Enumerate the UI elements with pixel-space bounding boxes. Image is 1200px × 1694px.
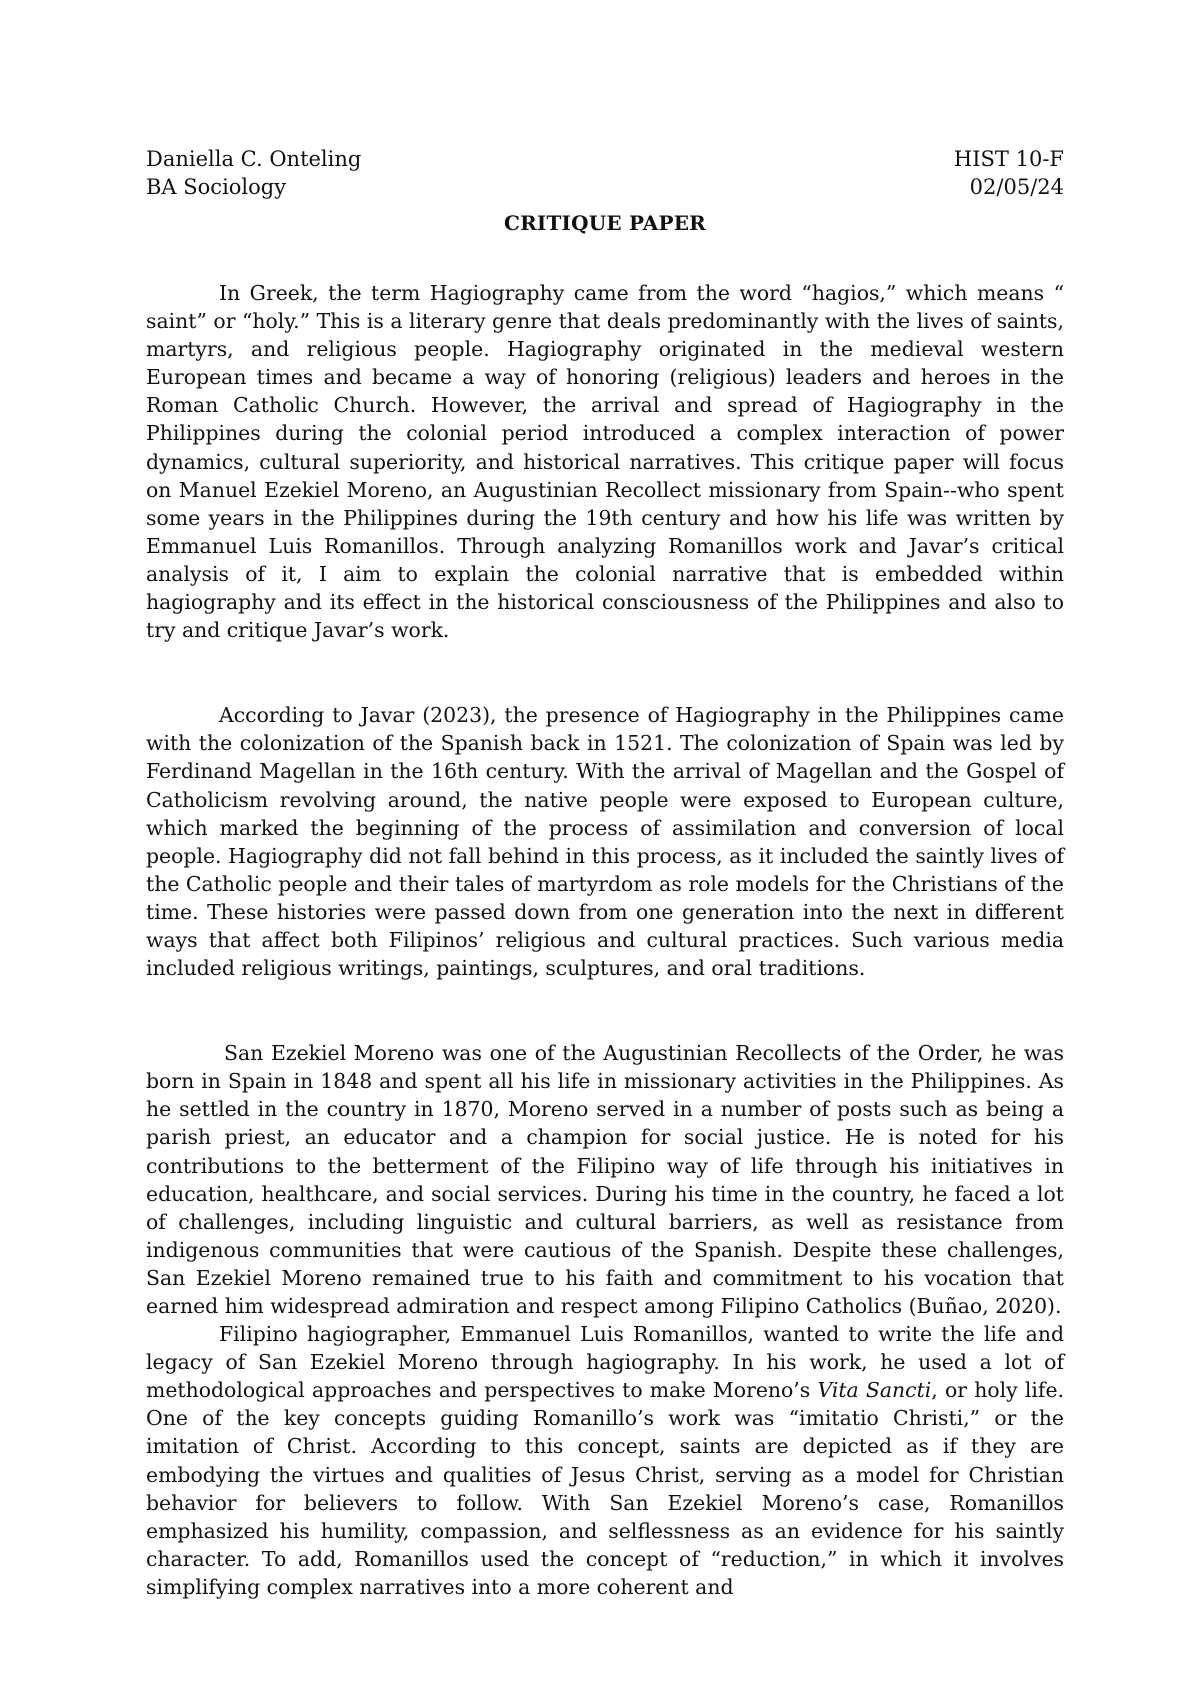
- paragraph-romanillos-text-2: , or holy life. One of the key concepts guiding Romanillo’s work was “imitatio Christi,” or the imitation of Christ. According to this concept, saints are depicted as if they are embodying the virtues and qualities of Jesus Christ, serving as a model for Christian behavior for believers to follow. With San Ezekiel Moreno’s case, Romanillos emphasized his humility, compassion, and selflessness as an evidence for his saintly character. To add, Romanillos used the concept of “reduction,” in which it involves simplifying complex narratives into a more coherent and: [146, 1378, 1064, 1599]
- author-name: Daniella C. Onteling: [146, 147, 362, 171]
- vita-sancti-italic: Vita Sancti: [817, 1378, 932, 1403]
- header-row-1: [146, 145, 1064, 173]
- date: 02/05/24: [969, 175, 1064, 199]
- course-code: HIST 10-F: [953, 147, 1064, 171]
- paragraph-romanillos: [146, 1320, 1064, 1601]
- program-name: BA Sociology: [146, 175, 287, 199]
- paragraph-moreno-bio: San Ezekiel Moreno was one of the Augustinian Recollects of the Order, he was born in Spain in 1848 and spent all his life in missionary activities in the Philippines. As he settled in the country in 1870, Moreno served in a number of posts such as being a parish priest, an educator and a champion for social justice. He is noted for his contributions to the betterment of the Filipino way of life through his initiatives in education, healthcare, and social services. During his time in the country, he faced a lot of challenges, including linguistic and cultural barriers, as well as resistance from indigenous communities that were cautious of the Spanish. Despite these challenges, San Ezekiel Moreno remained true to his faith and commitment to his vocation that earned him widespread admiration and respect among Filipino Catholics (Buñao, 2020).: [146, 1041, 1064, 1318]
- paragraph-romanillos-text-1: Filipino hagiographer, Emmanuel Luis Romanillos, wanted to write the life and legacy of San Ezekiel Moreno through hagiography. In his work, he used a lot of methodological approaches and perspectives to make Moreno’s: [146, 1322, 1064, 1403]
- page-title: CRITIQUE PAPER: [503, 211, 706, 235]
- paragraph-hagiography-history: According to Javar (2023), the presence of Hagiography in the Philippines came with the colonization of the Spanish back in 1521. The colonization of Spain was led by Ferdinand Magellan in the 16th century. With the arrival of Magellan and the Gospel of Catholicism revolving around, the native people were exposed to European culture, which marked the beginning of the process of assimilation and conversion of local people. Hagiography did not fall behind in this process, as it included the saintly lives of the Catholic people and their tales of martyrdom as role models for the Christians of the time. These histories were passed down from one generation into the next in different ways that affect both Filipinos’ religious and cultural practices. Such various media included religious writings, paintings, sculptures, and oral traditions.: [146, 703, 1064, 981]
- header-row-2: [146, 173, 1064, 201]
- paragraph-introduction: In Greek, the term Hagiography came from the word “hagios,” which means “ saint” or “holy.” This is a literary genre that deals predominantly with the lives of saints, martyrs, and religious people. Hagiography originated in the medieval western European times and became a way of honoring (religious) leaders and heroes in the Roman Catholic Church. However, the arrival and spread of Hagiography in the Philippines during the colonial period introduced a complex interaction of power dynamics, cultural superiority, and historical narratives. This critique paper will focus on Manuel Ezekiel Moreno, an Augustinian Recollect missionary from Spain--who spent some years in the Philippines during the 19th century and how his life was written by Emmanuel Luis Romanillos. Through analyzing Romanillos work and Javar’s critical analysis of it, I aim to explain the colonial narrative that is embedded within hagiography and its effect in the historical consciousness of the Philippines and also to try and critique Javar’s work.: [146, 281, 1064, 643]
- document-body: [146, 145, 1064, 1601]
